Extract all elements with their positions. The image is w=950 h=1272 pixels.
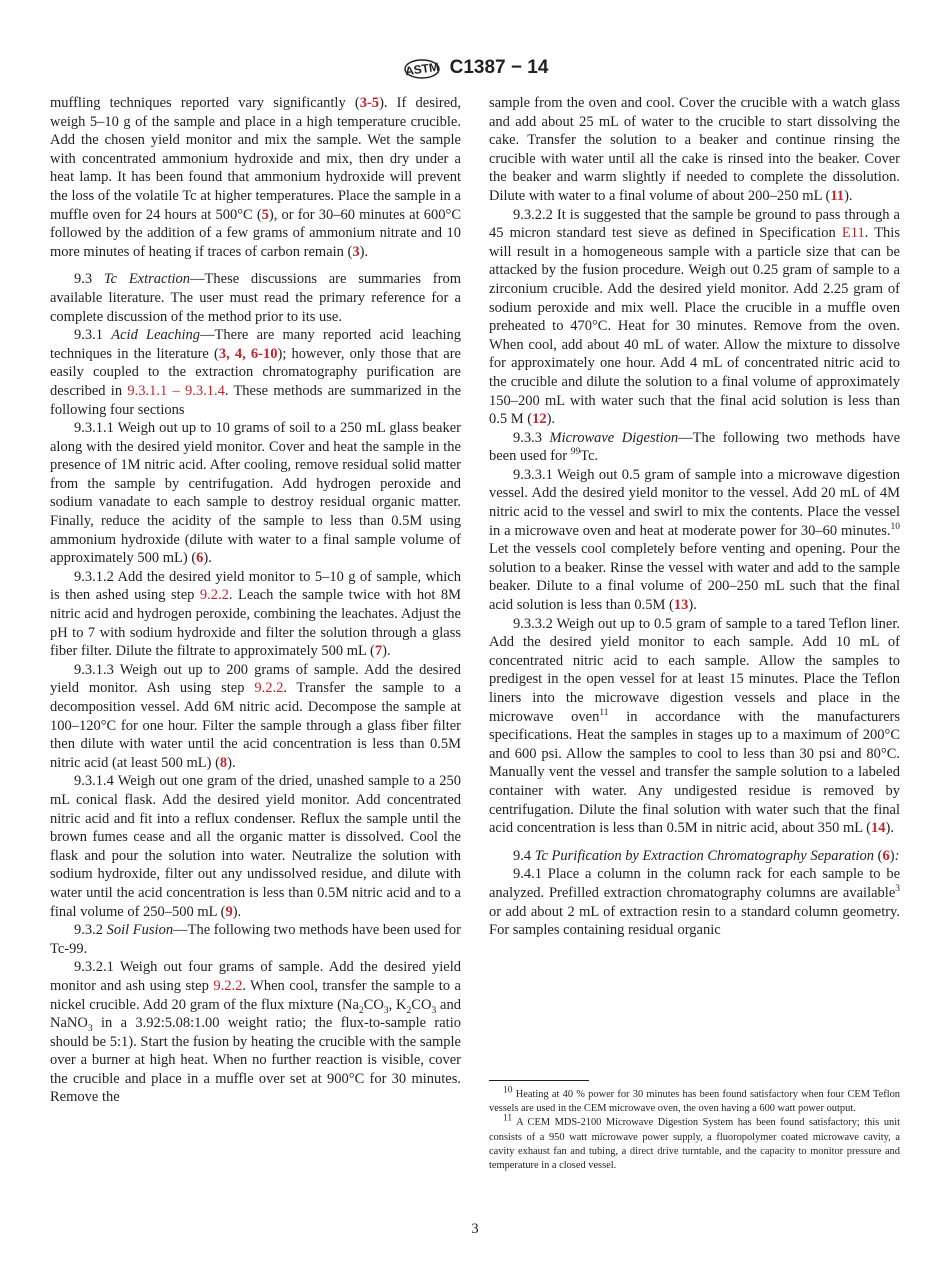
reference-link[interactable]: 3 <box>352 243 360 260</box>
paragraph <box>50 661 461 773</box>
text-run: ). <box>546 411 556 428</box>
reference-link[interactable]: 9 <box>225 903 233 920</box>
text-run: 9.3.1 <box>74 327 112 344</box>
footnote-number: 11 <box>503 1113 513 1124</box>
footnote-11 <box>489 1113 900 1173</box>
footnote-number: 10 <box>503 1085 513 1096</box>
text-run: ). <box>359 243 369 260</box>
text-run: or add about 2 mL of extraction resin to a standard column geometry. For samples containing residual organic <box>489 903 900 939</box>
subscript: 2 <box>406 1005 412 1016</box>
text-run: . Transfer the sample to a decomposition vessel. Add 6M nitric acid. Decompose the sample at 100–120°C for one hour. Filter the sample through a glass fiber filter then dilute with water until the acid concentration is less than 0.5M nitric acid (at least 500 mL) ( <box>50 680 462 771</box>
reference-link[interactable]: 12 <box>532 411 547 428</box>
superscript: 3 <box>895 884 900 895</box>
page-number: 3 <box>471 1221 479 1237</box>
footnotes <box>489 1085 900 1173</box>
text-run: —The following two methods have been used for Tc-99. <box>50 922 462 957</box>
paragraph <box>489 615 900 838</box>
text-run: ). <box>688 597 697 614</box>
italic-heading: : <box>894 847 900 864</box>
section-link[interactable]: E11 <box>841 225 865 242</box>
superscript: 11 <box>599 707 609 718</box>
text-run: 9.3.3.1 Weigh out 0.5 gram of sample into a microwave digestion vessel. Add the desired yield monitor to the vessel. Add 20 mL of 4M nitric acid to the vessel and swirl to mix the contents. Place the vessel in a microwave oven and heat at moderate power for 30–60 minutes. <box>489 466 900 539</box>
page-header <box>0 54 950 82</box>
text-run: ). <box>227 754 236 771</box>
svg-text:ASTM: ASTM <box>403 59 440 79</box>
text-run: 9.3.1.2 Add the desired yield monitor to 5–10 g of sample, which is then ashed using step <box>50 568 461 604</box>
paragraph <box>50 419 461 568</box>
reference-link[interactable]: 7 <box>374 643 383 660</box>
text-run: ); however, only those that are easily coupled to the extraction chromatography purification are described in <box>50 345 461 399</box>
section-link[interactable]: 9.3.1.1 – 9.3.1.4 <box>127 382 225 399</box>
footnote-text: A CEM MDS-2100 Microwave Digestion System has been found satisfactory; this unit consists of a 950 watt microwave power supply, a fluoropolymer coated microwave cavity, a cavity exhaust fan and tubing, a direct drive turntable, and the capacity to monitor pressure and temperature in a closed vessel. <box>489 1117 900 1172</box>
paragraph <box>489 429 900 466</box>
reference-link[interactable]: 11 <box>830 187 845 204</box>
text-run: ). <box>885 820 894 837</box>
paragraph <box>489 847 900 866</box>
text-run: 9.3.2.2 It is suggested that the sample be ground to pass through a 45 micron standard test sieve as defined in Specification <box>489 206 900 242</box>
reference-link[interactable]: 3, 4, 6-10 <box>218 345 278 362</box>
reference-link[interactable]: 3-5 <box>359 95 380 111</box>
text-run: CO <box>411 996 432 1013</box>
left-column <box>50 94 461 1107</box>
section-link[interactable]: 9.2.2 <box>254 680 284 697</box>
paragraph <box>489 466 900 615</box>
superscript: 99 <box>570 447 581 458</box>
text-run: —There are many reported acid leaching techniques in the literature ( <box>50 327 462 362</box>
text-run: CO <box>363 996 384 1013</box>
text-run: 9.3.2 <box>74 922 107 939</box>
paragraph <box>50 270 461 326</box>
right-column <box>489 94 900 940</box>
reference-link[interactable]: 8 <box>219 754 228 771</box>
text-run: in a 3.92:5.08:1.00 weight ratio; the flux-to-sample ratio should be 5:1). Start the fusion by heating the crucible with the sample over a burner at high heat. When no further reaction is visible, cover the crucible and place in a muffle over set at 900°C for 30 minutes. Remove the <box>50 1015 461 1106</box>
superscript: 10 <box>890 521 900 532</box>
italic-heading: Soil Fusion <box>106 922 174 939</box>
text-run: ). If desired, weigh 5–10 g of the sample and place in a high temperature crucible. Add the chosen yield monitor and mix the sample. Wet the sample with concentrated ammonium hydroxide and mix, then dry under a heat lamp. It has been found that ammonium hydroxide will prevent the loss of the volatile Tc at higher temperatures. Place the sample in a muffle oven for 24 hours at 500°C ( <box>50 95 462 223</box>
text-run: ). <box>382 643 391 660</box>
text-run: . When cool, transfer the sample to a nickel crucible. Add 20 gram of the flux mixture (Na <box>50 977 461 1013</box>
text-run: —The following two methods have been used for <box>489 429 901 465</box>
paragraph <box>50 772 461 921</box>
italic-heading: Acid Leaching <box>111 327 201 344</box>
text-run: Let the vessels cool completely before venting and opening. Pour the solution to a beaker. Rinse the vessel with water and add to the sample beaker. Dilute to a final volume of 200–250 mL such that the final acid solution is less than 0.5M ( <box>489 541 900 614</box>
reference-link[interactable]: 6 <box>196 550 204 567</box>
astm-logo-icon <box>402 54 442 82</box>
italic-heading: Microwave Digestion <box>549 429 679 446</box>
subscript: 2 <box>358 1005 364 1016</box>
text-run: ), or for 30–60 minutes at 600°C followed by the addition of a few grams of ammonium nitrate and 10 more minutes of heating if traces of carbon remain ( <box>50 206 461 260</box>
text-run: 9.3.3 <box>513 429 550 446</box>
paragraph <box>50 568 461 661</box>
text-run: 9.3 <box>74 271 104 288</box>
section-link[interactable]: 9.2.2 <box>199 587 229 604</box>
paragraph <box>50 326 461 419</box>
text-run: ). <box>203 550 212 567</box>
text-run: 9.3.2.1 Weigh out four grams of sample. Add the desired yield monitor and ash using step <box>50 959 461 994</box>
footnote-10 <box>489 1085 900 1116</box>
subscript: 3 <box>383 1005 389 1016</box>
italic-heading: Tc Purification by Extraction Chromatography Separation <box>534 847 875 864</box>
footnote-text: Heating at 40 % power for 30 minutes has been found satisfactory when four CEM Teflon vessels are used in the CEM microwave oven, the oven having a 600 watt power output. <box>489 1089 900 1115</box>
text-run: muffling techniques reported vary significantly ( <box>50 95 360 111</box>
text-run: . These methods are summarized in the following four sections <box>50 382 462 418</box>
reference-link[interactable]: 14 <box>871 820 886 837</box>
reference-link[interactable]: 13 <box>673 597 689 614</box>
subscript: 3 <box>87 1023 93 1034</box>
text-run: ( <box>874 847 883 864</box>
text-run: 9.3.1.3 Weigh out up to 200 grams of sample. Add the desired yield monitor. Ash using step <box>50 661 461 697</box>
text-run: ). <box>232 903 242 920</box>
paragraph <box>50 958 461 1107</box>
italic-heading: Tc Extraction <box>103 271 191 288</box>
text-run: . This will result in a homogeneous sample with a particle size that can be attacked by the fusion procedure. Weigh out 0.25 gram of sample to a zirconium crucible. Add the desired yield monitor. Add 2.25 gram of sodium peroxide and mix well. Place the crucible in a muffle oven preheated to 470°C. Heat for 30 minutes. Remove from the oven. When cool, add about 40 mL of water. Allow the mixture to dissolve for approximately one hour. Add 4 mL of concentrated nitric acid to the crucible and dilute the solution to a final volume of approximately 150–200 mL with water such that the final acid solution is less than 0.5 M ( <box>489 225 900 428</box>
text-run: 9.3.1.4 Weigh out one gram of the dried, unashed sample to a 250 mL conical flask. Add the desired yield monitor. Add concentrated nitric acid and fit into a reflux condenser. Reflux the sample until the brown fumes cease and all the organic matter is dissolved. Cool the flask and pour the solution into water. Neutralize the solution with sodium hydroxide, filter out any undissolved residue, and dilute with water until the acid concentration is less than 0.5M nitric acid and to a final volume of 250–500 mL ( <box>50 773 461 920</box>
text-run: . Leach the sample twice with hot 8M nitric acid and hydrogen peroxide, combining the leachates. Adjust the pH to 7 with sodium hydroxide and filter the solution through a glass fiber filter. Dilute the filtrate to approximately 500 mL ( <box>50 587 461 660</box>
text-run: sample from the oven and cool. Cover the crucible with a watch glass and add about 25 mL of water to the crucible to start dissolving the cake. Transfer the solution to a beaker and continue rinsing the crucible with water until all the cake is rinsed into the beaker. Cover the beaker and warm slightly if needed to complete the dissolution. Dilute with water to a final volume of about 200–250 mL ( <box>489 95 900 204</box>
paragraph <box>50 921 461 958</box>
footnote-divider <box>489 1080 589 1081</box>
reference-link[interactable]: 5 <box>261 206 269 223</box>
paragraph <box>489 206 900 429</box>
section-link[interactable]: 9.2.2 <box>213 977 243 994</box>
paragraph <box>489 865 900 939</box>
text-run: and NaNO <box>50 996 461 1032</box>
document-designation: C1387 − 14 <box>449 57 549 78</box>
text-run: 9.4.1 Place a column in the column rack for each sample to be analyzed. Prefilled extraction chromatography columns are available <box>489 866 900 901</box>
text-run: 9.3.3.2 Weigh out up to 0.5 gram of sample to a tared Teflon liner. Add the desired yield monitor to each sample. Add 10 mL of concentrated nitric acid to each sample. Allow the samples to predigest in the open vessel for at least 15 minutes. Place the Teflon liners into the microwave digestion vessels and place in the microwave oven <box>489 615 900 725</box>
text-run: ) <box>889 847 895 864</box>
reference-link[interactable]: 6 <box>882 847 890 864</box>
text-run: ). <box>844 187 853 204</box>
text-run: in accordance with the manufacturers specifications. Heat the samples in stages up to a maximum of 200°C and 600 psi. Allow the samples to cool to less than 30 psi and 80°C. Manually vent the vessel and transfer the sample solution to a labeled container with water. Any undigested residue is removed by centrifugation. Dilute the final solution with water such that the final acid concentration is less than 0.5M in nitric acid, about 350 mL ( <box>489 708 900 837</box>
text-run: 9.4 <box>513 847 535 864</box>
text-run: —These discussions are summaries from available literature. The user must read the primary reference for a complete discussion of the method prior to its use. <box>50 271 461 325</box>
subscript: 3 <box>431 1005 437 1016</box>
text-run: 9.3.1.1 Weigh out up to 10 grams of soil to a 250 mL glass beaker along with the desired yield monitor. Cover and heat the sample in the presence of 1M nitric acid. After cooling, remove residual solid matter from the sample by centrifugation. Add hydrogen peroxide and sodium vanadate to each sample to destroy residual organic matter. Finally, reduce the acidity of the sample to less than 0.5M using ammonium hydroxide (dilute with water to a final sample volume of approximately 500 mL) ( <box>50 420 461 567</box>
paragraph <box>489 94 900 206</box>
paragraph <box>50 94 461 261</box>
text-run: Tc. <box>580 448 599 465</box>
text-run: , K <box>388 996 407 1013</box>
